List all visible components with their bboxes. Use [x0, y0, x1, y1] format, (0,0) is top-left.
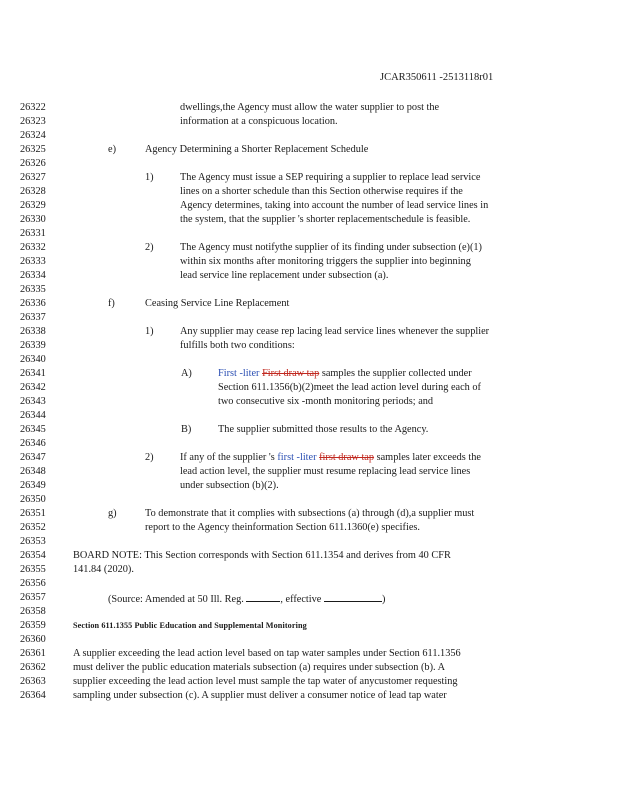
- reg-blank-field: [246, 591, 280, 602]
- line-number: 26350: [20, 494, 46, 505]
- line-text: [180, 479, 279, 493]
- list-label: 1): [145, 326, 154, 337]
- line-number: 26344: [20, 410, 46, 421]
- line-row: [0, 157, 618, 171]
- line-row: [0, 185, 618, 199]
- line-text-main: dwellings,the Agency must allow the water supplier to post the: [180, 102, 440, 113]
- line-text-main: A supplier exceeding the lead action level based on tap water samples under Section 611.1356: [73, 648, 461, 659]
- line-number: 26341: [20, 368, 46, 379]
- list-label: e): [108, 144, 116, 155]
- line-text-main: lead service line replacement under subsection (a).: [180, 270, 389, 281]
- source-text: ): [381, 594, 386, 605]
- line-row: [0, 647, 618, 661]
- line-number: 26343: [20, 396, 46, 407]
- line-number: 26360: [20, 634, 46, 645]
- line-number: 26340: [20, 354, 46, 365]
- line-row: [0, 479, 618, 493]
- line-row: [0, 689, 618, 703]
- line-text: [180, 185, 463, 199]
- line-row: [0, 493, 618, 507]
- line-row: [0, 297, 618, 311]
- line-number: 26363: [20, 676, 46, 687]
- line-row: [0, 661, 618, 675]
- line-text-main: under subsection (b)(2).: [180, 480, 279, 491]
- effective-date-blank: [324, 591, 382, 602]
- line-row: [0, 255, 618, 269]
- line-row: [0, 241, 618, 255]
- line-text: [218, 395, 433, 409]
- line-text: [145, 521, 420, 535]
- line-row: [0, 451, 618, 465]
- line-number: 26349: [20, 480, 46, 491]
- line-text: [180, 339, 295, 353]
- line-row: [0, 409, 618, 423]
- line-row: [0, 437, 618, 451]
- line-row: [0, 353, 618, 367]
- inserted-text: First -liter: [218, 368, 260, 379]
- line-number: 26329: [20, 200, 46, 211]
- line-number: 26358: [20, 606, 46, 617]
- line-number: 26322: [20, 102, 46, 113]
- list-label: B): [181, 424, 192, 435]
- line-number: 26335: [20, 284, 46, 295]
- line-text-main: samples later exceeds the: [374, 452, 481, 463]
- line-text-main: fulfills both two conditions:: [180, 340, 295, 351]
- line-text-prefix: If any of the supplier 's: [180, 452, 278, 463]
- line-number: 26355: [20, 564, 46, 575]
- deleted-text: first draw tap: [319, 452, 375, 463]
- line-number: 26324: [20, 130, 46, 141]
- line-number: 26347: [20, 452, 46, 463]
- line-text-main: lines on a shorter schedule than this Section otherwise requires if the: [180, 186, 463, 197]
- line-row: [0, 619, 618, 633]
- line-number: 26338: [20, 326, 46, 337]
- line-number: 26326: [20, 158, 46, 169]
- line-number: 26323: [20, 116, 46, 127]
- line-text-main: lead action level, the supplier must resume replacing lead service lines: [180, 466, 471, 477]
- line-number: 26357: [20, 592, 46, 603]
- line-row: [0, 171, 618, 185]
- line-number: 26334: [20, 270, 46, 281]
- document-id: JCAR350611 -2513118r01: [380, 72, 494, 83]
- line-text-main: within six months after monitoring triggers the supplier into beginning: [180, 256, 471, 267]
- line-text: [218, 367, 472, 381]
- line-row: [0, 367, 618, 381]
- line-row: [0, 115, 618, 129]
- line-text-main: Ceasing Service Line Replacement: [145, 298, 290, 309]
- source-text: , effective: [280, 594, 324, 605]
- line-number: 26328: [20, 186, 46, 197]
- line-number: 26348: [20, 466, 46, 477]
- line-row: [0, 325, 618, 339]
- line-text: [180, 199, 488, 213]
- inserted-text: first -liter: [277, 452, 317, 463]
- line-number: 26359: [20, 620, 46, 631]
- line-row: [0, 633, 618, 647]
- line-text: [218, 423, 428, 437]
- line-row: [0, 129, 618, 143]
- line-number: 26364: [20, 690, 46, 701]
- line-number: 26356: [20, 578, 46, 589]
- line-number: 26354: [20, 550, 46, 561]
- line-text: [180, 115, 338, 129]
- line-row: [0, 591, 618, 605]
- line-text-main: sampling under subsection (c). A supplier must deliver a consumer notice of lead tap water: [73, 690, 447, 701]
- source-text: (Source: Amended at 50 Ill. Reg.: [108, 594, 247, 605]
- line-number: 26339: [20, 340, 46, 351]
- section-heading: Section 611.1355 Public Education and Supplemental Monitoring: [73, 621, 307, 630]
- line-text-main: The supplier submitted those results to the Agency.: [218, 424, 429, 435]
- list-label: 2): [145, 452, 154, 463]
- line-text: [145, 143, 368, 157]
- line-text-main: Agency determines, taking into account the number of lead service lines in: [180, 200, 489, 211]
- line-text: [218, 381, 481, 395]
- line-number: 26327: [20, 172, 46, 183]
- line-text: [180, 325, 489, 339]
- line-number: 26332: [20, 242, 46, 253]
- line-number: 26346: [20, 438, 46, 449]
- line-text-main: BOARD NOTE: This Section corresponds with Section 611.1354 and derives from 40 CFR: [73, 550, 451, 561]
- line-row: [0, 549, 618, 563]
- line-text-main: samples the supplier collected under: [319, 368, 472, 379]
- line-text-main: To demonstrate that it complies with subsections (a) through (d),a supplier must: [145, 508, 475, 519]
- line-row: [0, 423, 618, 437]
- line-row: [0, 213, 618, 227]
- line-number: 26351: [20, 508, 46, 519]
- line-text-main: two consecutive six -month monitoring periods; and: [218, 396, 434, 407]
- list-label: g): [108, 508, 117, 519]
- line-text-main: 141.84 (2020).: [73, 564, 134, 575]
- list-label: 1): [145, 172, 154, 183]
- line-text-main: Agency Determining a Shorter Replacement Schedule: [145, 144, 369, 155]
- line-number: 26362: [20, 662, 46, 673]
- line-text: [73, 549, 451, 563]
- line-text: [180, 101, 439, 115]
- line-text: [180, 255, 471, 269]
- line-number: 26353: [20, 536, 46, 547]
- line-text: [145, 507, 474, 521]
- line-text: [180, 269, 388, 283]
- line-row: [0, 535, 618, 549]
- line-text-main: information at a conspicuous location.: [180, 116, 338, 127]
- line-number: 26345: [20, 424, 46, 435]
- list-label: 2): [145, 242, 154, 253]
- deleted-text: First draw tap: [262, 368, 320, 379]
- line-text-main: Section 611.1356(b)(2)meet the lead action level during each of: [218, 382, 481, 393]
- line-text-main: Any supplier may cease rep lacing lead service lines whenever the supplier: [180, 326, 490, 337]
- line-row: [0, 465, 618, 479]
- line-row: [0, 199, 618, 213]
- line-row: [0, 563, 618, 577]
- line-text: [73, 675, 458, 689]
- line-text: [73, 647, 461, 661]
- line-text-main: The Agency must issue a SEP requiring a supplier to replace lead service: [180, 172, 481, 183]
- line-row: [0, 101, 618, 115]
- line-number: 26342: [20, 382, 46, 393]
- list-label: A): [181, 368, 192, 379]
- line-row: [0, 577, 618, 591]
- line-text-main: supplier exceeding the lead action level must sample the tap water of anycustomer requesting: [73, 676, 458, 687]
- line-number: 26331: [20, 228, 46, 239]
- line-row: [0, 283, 618, 297]
- line-number: 26352: [20, 522, 46, 533]
- line-text-main: The Agency must notifythe supplier of its finding under subsection (e)(1): [180, 242, 482, 253]
- line-number: 26337: [20, 312, 46, 323]
- line-text: [180, 171, 480, 185]
- line-row: [0, 269, 618, 283]
- line-row: [0, 395, 618, 409]
- list-label: f): [108, 298, 115, 309]
- line-text: [180, 451, 481, 465]
- line-text: [73, 563, 134, 577]
- line-number: 26325: [20, 144, 46, 155]
- line-number: 26336: [20, 298, 46, 309]
- line-row: [0, 339, 618, 353]
- line-text: [145, 297, 289, 311]
- line-number: 26330: [20, 214, 46, 225]
- line-row: [0, 675, 618, 689]
- line-number: 26333: [20, 256, 46, 267]
- line-text: [180, 241, 482, 255]
- line-number: 26361: [20, 648, 46, 659]
- line-row: [0, 227, 618, 241]
- line-row: [0, 381, 618, 395]
- line-text: [180, 465, 470, 479]
- line-text: [180, 213, 470, 227]
- line-text-main: report to the Agency theinformation Section 611.1360(e) specifies.: [145, 522, 420, 533]
- line-row: [0, 311, 618, 325]
- line-text: [73, 689, 447, 703]
- line-row: [0, 605, 618, 619]
- line-text-main: the system, that the supplier 's shorter replacementschedule is feasible.: [180, 214, 471, 225]
- line-row: [0, 507, 618, 521]
- line-text-main: must deliver the public education materials subsection (a) requires under subsection (b). A: [73, 662, 446, 673]
- line-text: [73, 661, 445, 675]
- line-row: [0, 143, 618, 157]
- line-row: [0, 521, 618, 535]
